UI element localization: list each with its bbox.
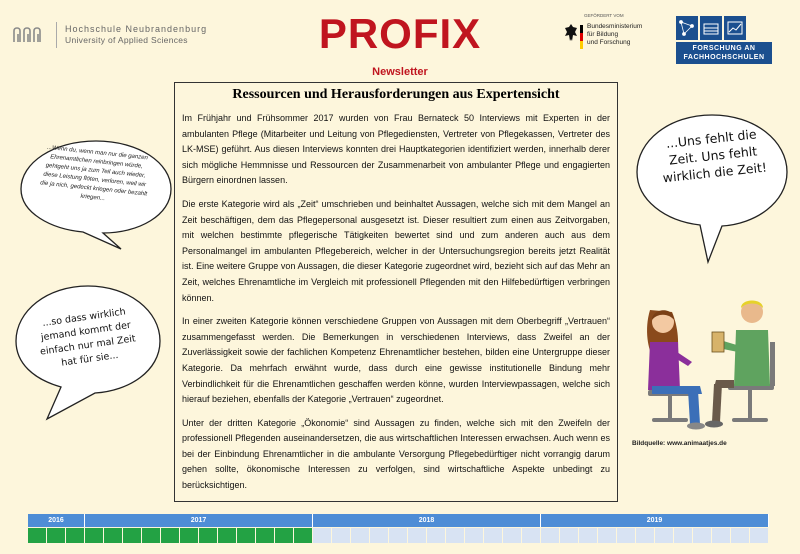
timeline-month-completed (142, 528, 160, 543)
quote-left-bottom-text: ...so dass wirklich jemand kommt der einfach nur mal Zeit hat für sie... (39, 306, 137, 369)
german-flag-icon (580, 25, 583, 49)
timeline-month-pending (408, 528, 426, 543)
network-icon (676, 16, 698, 40)
timeline-year-2018: 2018 (313, 514, 541, 527)
timeline-month-pending (560, 528, 578, 543)
timeline-years (28, 514, 769, 527)
timeline-month-completed (161, 528, 179, 543)
timeline-month-completed (237, 528, 255, 543)
timeline-months (28, 528, 769, 543)
timeline-year-2016: 2016 (28, 514, 85, 527)
ministry-line-3: und Forschung (587, 39, 631, 46)
timeline-month-pending (750, 528, 768, 543)
timeline-month-pending (465, 528, 483, 543)
quote-bubble-left-top (17, 137, 175, 245)
fh-research-logo (676, 16, 772, 68)
federal-eagle-icon (564, 23, 578, 43)
bmbf-logo (560, 13, 670, 63)
fh-logo-line-2: FACHHOCHSCHULEN (683, 54, 765, 61)
timeline-month-completed (275, 528, 293, 543)
university-subtitle: University of Applied Sciences (65, 35, 188, 45)
timeline-month-pending (598, 528, 616, 543)
article-box (174, 82, 618, 502)
timeline-month-pending (370, 528, 388, 543)
building-icon (700, 16, 722, 40)
timeline-month-pending (313, 528, 331, 543)
interview-illustration (628, 290, 788, 440)
timeline-month-pending (503, 528, 521, 543)
timeline-month-pending (446, 528, 464, 543)
article-paragraph: Unter der dritten Kategorie „Ökonomie“ sind Aussagen zu finden, welche sich mit den Zweifeln der professionell Pflegenden auseinandersetzen, die aus wirtschaftlichen Interessen erwachsen. Auch wenn es bei der Einbindung Ehrenamtlicher in die ambulante Versorgung Pflegebedürftiger nicht vorrangig darum gehen sollte, ökonomische Interessen zu verfolgen, sind wirtschaftliche Aspekte unbedingt zu berücksichtigen. (182, 417, 610, 491)
timeline-month-completed (47, 528, 65, 543)
ministry-line-1: Bundesministerium (587, 23, 643, 30)
ministry-line-2: für Bildung (587, 31, 619, 38)
quote-bubble-left-bottom (13, 283, 163, 411)
image-credit: Bildquelle: www.animaatjes.de (632, 440, 727, 447)
timeline-month-pending (655, 528, 673, 543)
article-paragraph: Im Frühjahr und Frühsommer 2017 wurden von Frau Bernateck 50 Interviews mit Experten in der ambulanten Pflege (Mitarbeiter und Leitung von Pflegediensten, Vertreter von Pflegekassen, Vertreter des LK-MSE) geführt. Aus diesen Interviews konnten drei Hauptkategorien identifiziert werden, innerhalb derer sich mögliche Hemmnisse und Ressourcen der Zusammenarbeit von ambulanter Pflege und engagierten Bürgern einordnen lassen. (182, 113, 610, 186)
timeline-month-completed (66, 528, 84, 543)
man-figure (705, 301, 770, 428)
timeline-month-pending (389, 528, 407, 543)
timeline-month-pending (693, 528, 711, 543)
timeline-month-pending (617, 528, 635, 543)
timeline-month-completed (294, 528, 312, 543)
timeline-month-pending (712, 528, 730, 543)
timeline-month-pending (731, 528, 749, 543)
timeline-month-pending (579, 528, 597, 543)
timeline-year-2019: 2019 (541, 514, 769, 527)
chart-icon (724, 16, 746, 40)
quote-right-top-text: ...Uns fehlt die Zeit. Uns fehlt wirklich die Zeit! (662, 126, 768, 186)
sponsor-note: GEFÖRDERT VOM (584, 13, 624, 18)
chair-left (648, 390, 692, 422)
timeline-month-pending (522, 528, 540, 543)
timeline-month-pending (332, 528, 350, 543)
timeline-month-completed (104, 528, 122, 543)
quote-left-top-text: ...Wenn du, wenn man nur die ganzen Ehrenamtlichen reinbringen würde, gehtgeht uns ja zum Teil auch wieder, diese Leistung flöten, verloren, weil wir die ja nich, gedeckt kriegen oder bezahlt kriegen... (39, 144, 149, 203)
timeline-month-completed (256, 528, 274, 543)
timeline-month-completed (199, 528, 217, 543)
timeline-month-completed (28, 528, 46, 543)
timeline-month-pending (351, 528, 369, 543)
timeline-month-pending (484, 528, 502, 543)
timeline-month-completed (180, 528, 198, 543)
timeline-month-pending (427, 528, 445, 543)
timeline-month-completed (85, 528, 103, 543)
article-headline: Ressourcen und Herausforderungen aus Expertensicht (232, 87, 560, 102)
project-timeline (28, 514, 769, 543)
timeline-month-completed (218, 528, 236, 543)
article-paragraph: In einer zweiten Kategorie können verschiedene Gruppen von Aussagen mit dem Oberbegriff „Vertrauen“ zusammengefasst werden. Die Bemerkungen in verschiedenen Interviews, dass Zweifel an der Zuverlässigkeit sowie der fachlichen Kompetenz Ehrenamtlicher bestehen, bilden eine Untergruppe dieser Kategorie. Da mehrfach erwähnt wurde, dass durch eine gewisse institutionelle Bindung mehr Verbindlichkeit für die Ehrenamtlichen geschaffen werden könne, wurden Interviewpassagen, welche sich hierauf beziehen, ebenfalls der Kategorie „Vertrauen“ zugeordnet. (182, 316, 610, 405)
fh-logo-line-1: FORSCHUNG AN (692, 45, 756, 52)
quote-bubble-right-top (634, 112, 790, 244)
timeline-month-pending (674, 528, 692, 543)
timeline-year-2017: 2017 (85, 514, 313, 527)
newsletter-title: PROFIX (318, 10, 482, 57)
article-paragraph: Die erste Kategorie wird als „Zeit“ umschrieben und beinhaltet Aussagen, welche sich mit dem Mangel an Zeit beschäftigen, dem das Pflegepersonal ausgesetzt ist. Dieser resultiert zum einen aus Zeitvorgaben, mit welchen bestimmte pflegerische Tätigkeiten bewertet sind und zum anderen auch aus dem Personalmangel im ambulanten Pflegebereich, welcher in der Untersuchungsregion bereits jetzt Realität ist. Eine weitere Gruppe von Aussagen, die dieser Kategorie zugeordnet wird, bezieht sich auf das Mehr an Zeit, welches Ehrenamtliche im Vergleich mit professionell Pflegenden mit den Hilfebedürftigen verbringen können. (182, 198, 610, 303)
timeline-month-pending (541, 528, 559, 543)
newsletter-subtitle: Newsletter (372, 66, 428, 78)
woman-figure (647, 310, 705, 430)
timeline-month-completed (123, 528, 141, 543)
timeline-month-pending (636, 528, 654, 543)
university-name: Hochschule Neubrandenburg (65, 24, 208, 34)
